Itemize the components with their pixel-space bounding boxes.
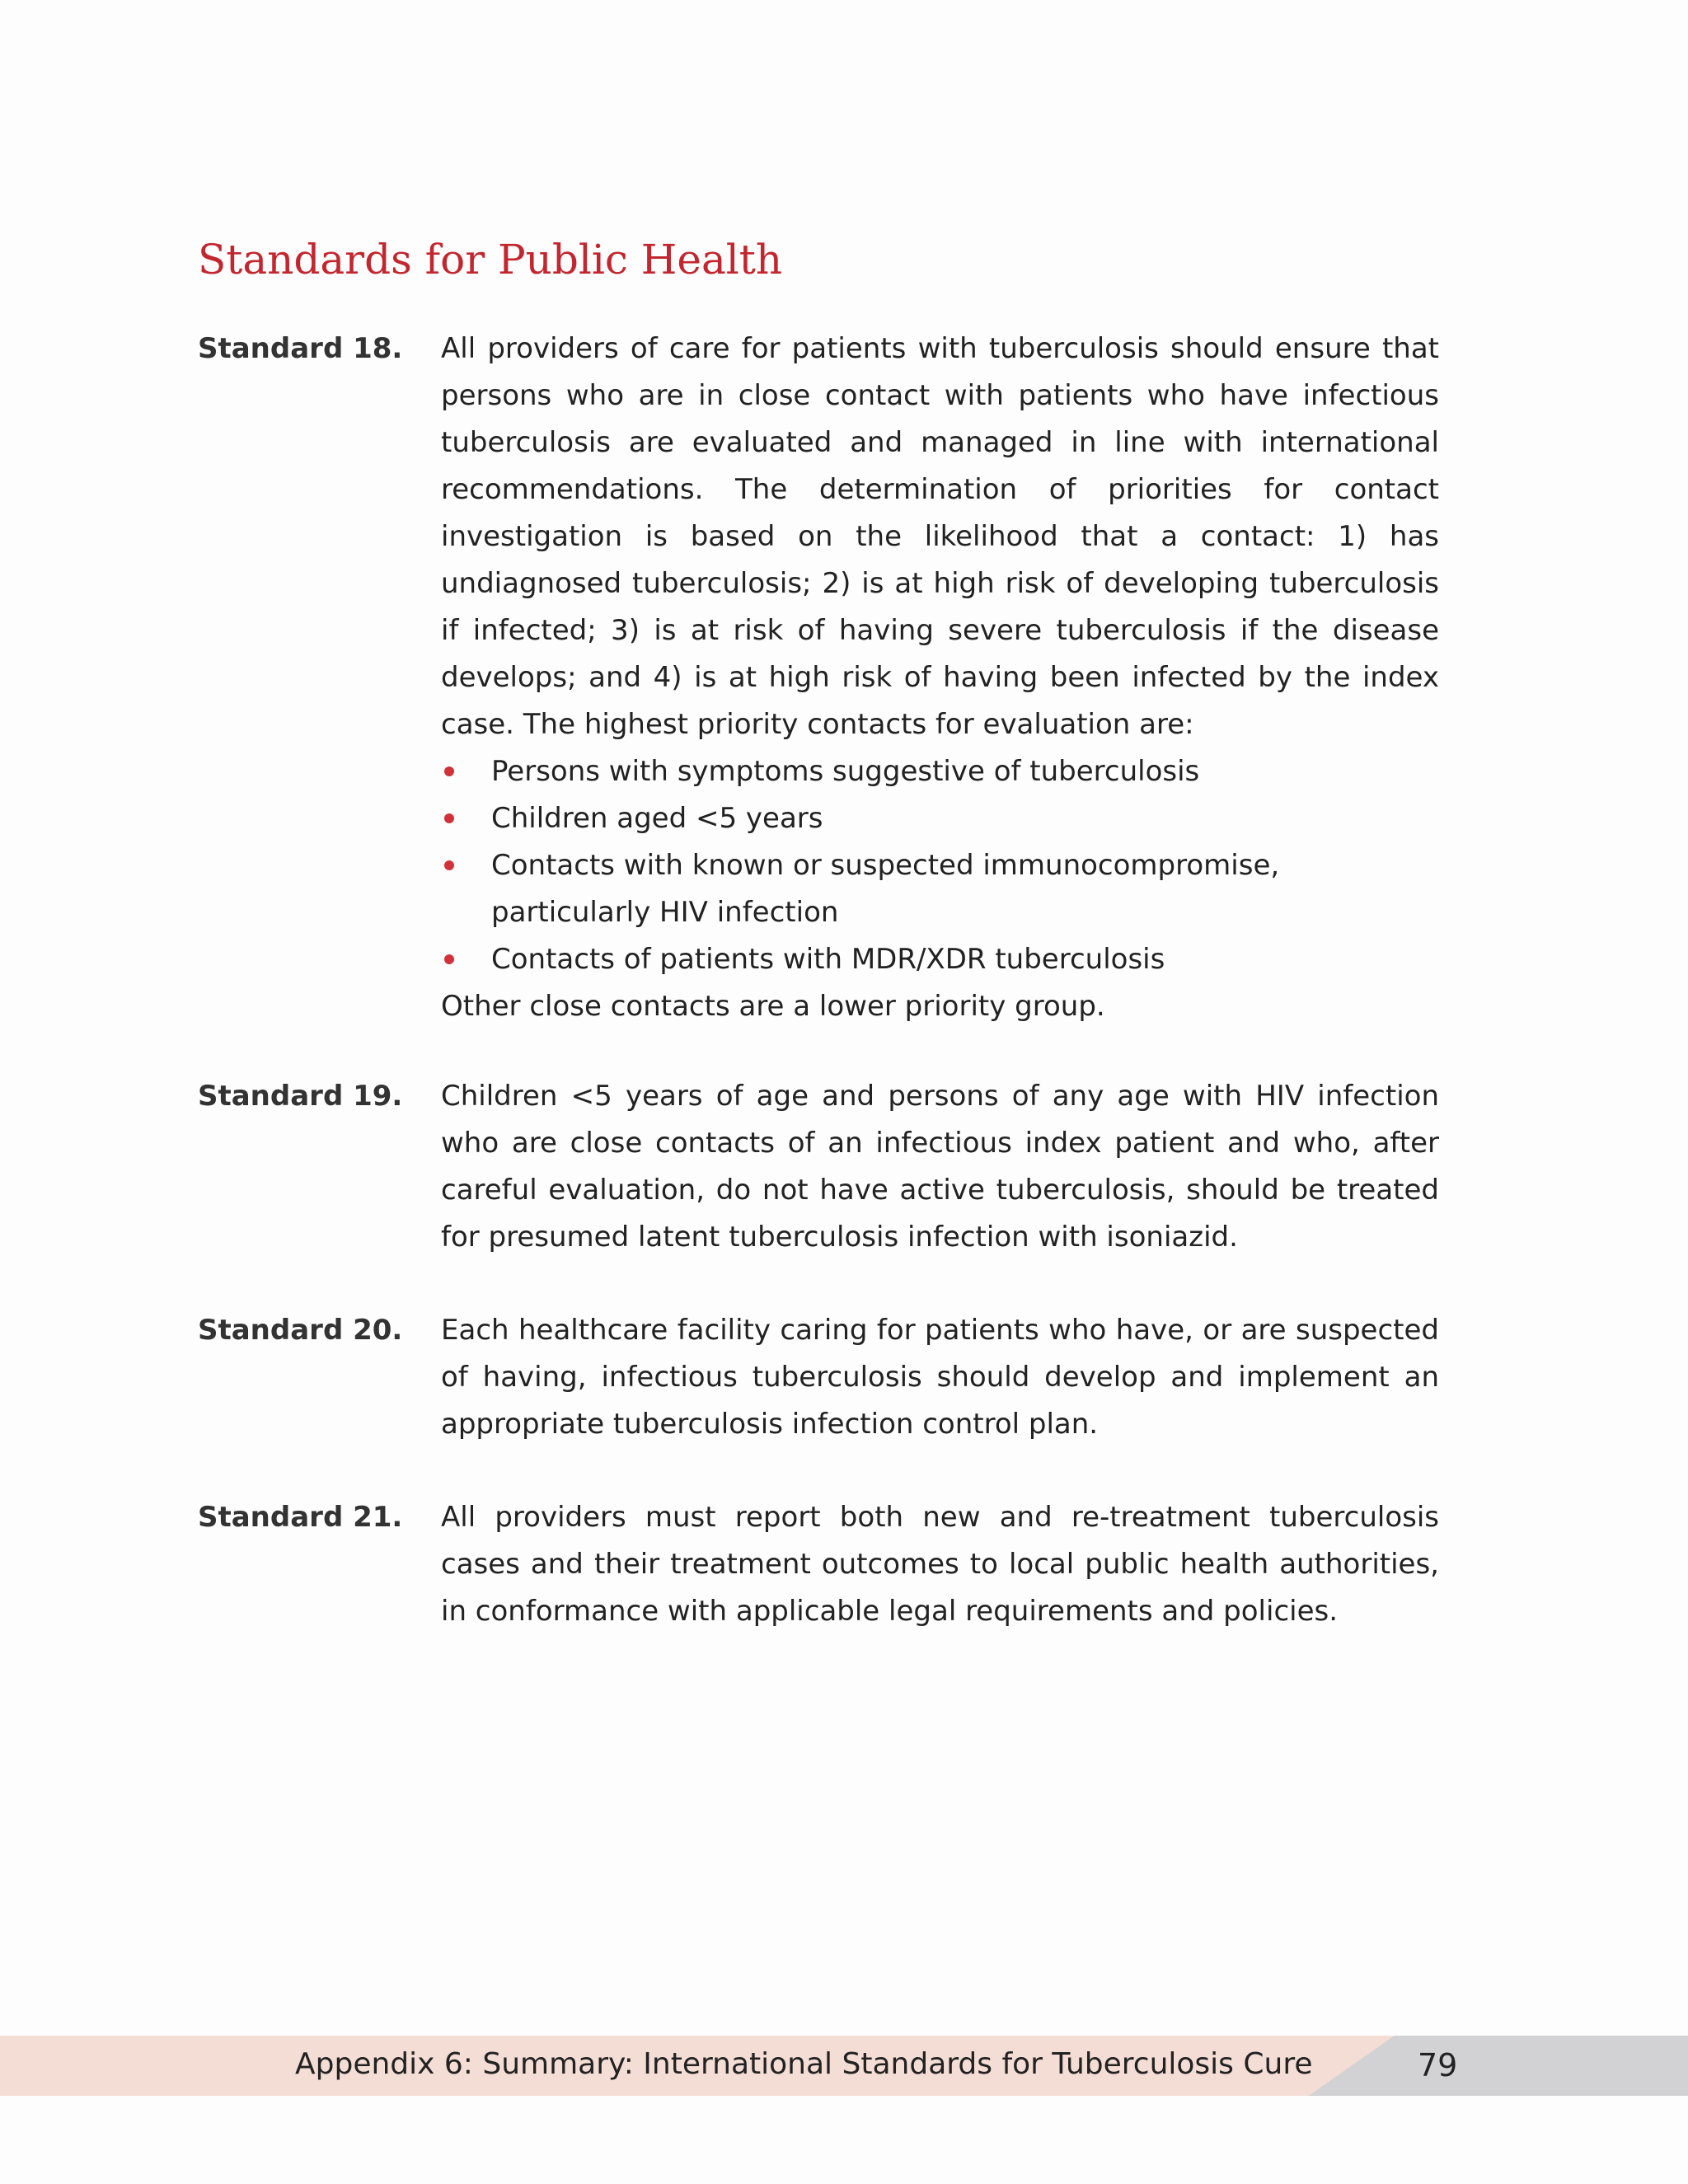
standard-body (441, 1307, 1439, 1448)
standard-body (441, 1494, 1439, 1635)
priority-contacts-list (441, 748, 1439, 983)
standard-body (441, 326, 1439, 1030)
list-item (441, 936, 1439, 983)
list-item-text: Persons with symptoms suggestive of tuberculosis (491, 755, 1200, 788)
standard-paragraph: Each healthcare facility caring for patients who have, or are suspected of having, infectious tuberculosis should develop and implement an appropriate tuberculosis infection control plan. (441, 1314, 1439, 1441)
standard-body (441, 1073, 1439, 1261)
list-item-text: Contacts of patients with MDR/XDR tuberculosis (491, 943, 1165, 976)
bullet-icon (444, 954, 454, 964)
standard-paragraph: Children <5 years of age and persons of any age with HIV infection who are close contacts of an infectious index patient and who, after careful evaluation, do not have active tuberculosis, should be treated for presumed latent tuberculosis infection with isoniazid. (441, 1080, 1439, 1254)
list-item (441, 842, 1439, 936)
standard-label: Standard 20. (198, 1314, 403, 1347)
standard-label: Standard 18. (198, 332, 403, 365)
page-title: Standards for Public Health (198, 236, 783, 284)
footer-text: Appendix 6: Summary: International Standards for Tuberculosis Cure (295, 2047, 1313, 2081)
standard-paragraph: All providers must report both new and re-treatment tuberculosis cases and their treatment outcomes to local public health authorities, in conformance with applicable legal requirements and policies. (441, 1501, 1439, 1628)
page-number: 79 (1418, 2047, 1458, 2083)
list-item (441, 795, 1439, 842)
bullet-icon (444, 813, 454, 823)
list-item-text: Contacts with known or suspected immunocompromise, particularly HIV infection (491, 849, 1280, 929)
standard-label: Standard 21. (198, 1501, 403, 1534)
bullet-icon (444, 860, 454, 870)
bullet-icon (444, 766, 454, 776)
standard-paragraph: All providers of care for patients with tuberculosis should ensure that persons who are in close contact with patients who have infectious tuberculosis are evaluated and managed in line with international recommendations. The determination of priorities for contact investigation is based on the likelihood that a contact: 1) has undiagnosed tuberculosis; 2) is at high risk of developing tuberculosis if infected; 3) is at risk of having severe tuberculosis if the disease develops; and 4) is at high risk of having been infected by the index case. The highest priority contacts for evaluation are: (441, 332, 1439, 741)
list-item-text: Children aged <5 years (491, 802, 823, 835)
list-item (441, 748, 1439, 795)
standard-label: Standard 19. (198, 1080, 403, 1113)
standard-closing: Other close contacts are a lower priority group. (441, 990, 1105, 1023)
